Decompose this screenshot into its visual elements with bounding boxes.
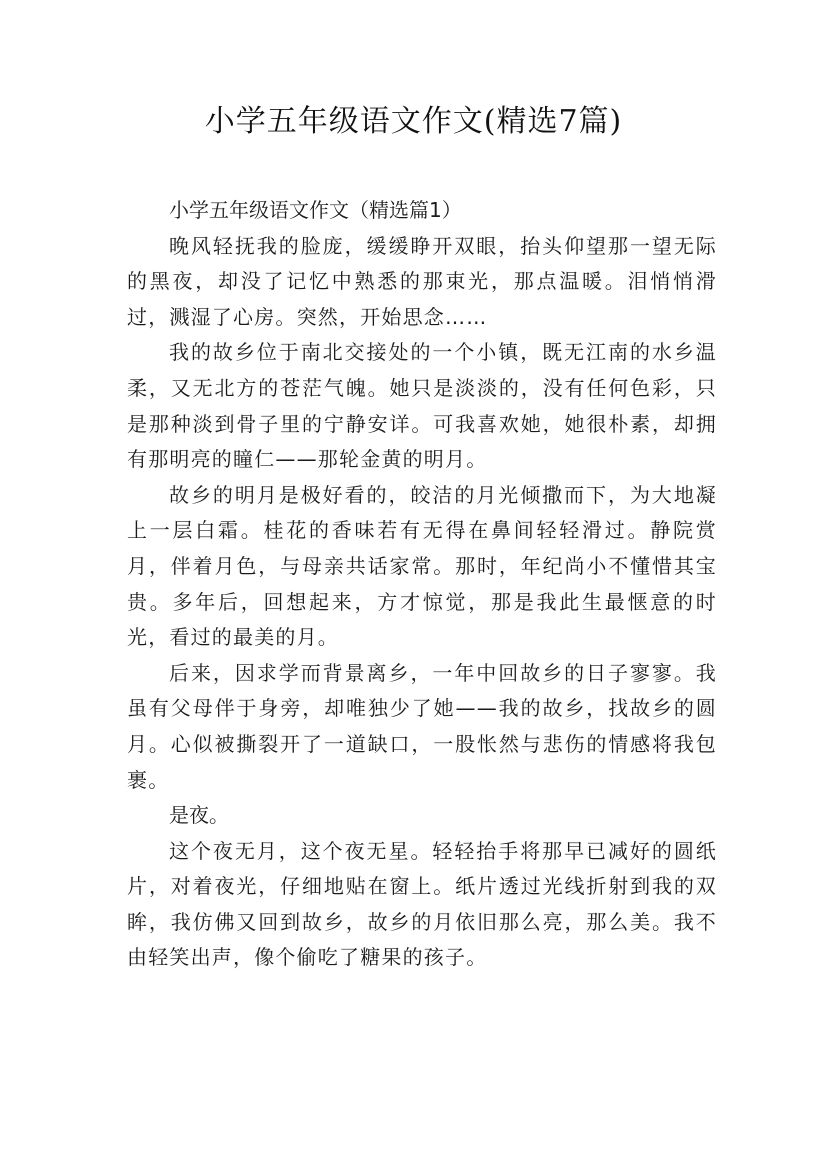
section-heading: 小学五年级语文作文（精选篇1） (169, 198, 462, 222)
paragraph: 我的故乡位于南北交接处的一个小镇，既无江南的水乡温柔，又无北方的苍茫气魄。她只是淡淡的，没有任何色彩，只是那种淡到骨子里的宁静安详。可我喜欢她，她很朴素，却拥有那明亮的瞳仁——那轮金黄的明月。 (127, 340, 717, 472)
document-title: 小学五年级语文作文(精选7篇) (204, 104, 623, 139)
paragraph: 这个夜无月，这个夜无星。轻轻抬手将那早已减好的圆纸片，对着夜光，仔细地贴在窗上。纸片透过光线折射到我的双眸，我仿佛又回到故乡，故乡的月依旧那么亮，那么美。我不由轻笑出声，像个偷吃了糖果的孩子。 (127, 838, 717, 970)
paragraph: 后来，因求学而背景离乡，一年中回故乡的日子寥寥。我虽有父母伴于身旁，却唯独少了她——我的故乡，找故乡的圆月。心似被撕裂开了一道缺口，一股怅然与悲伤的情感将我包裹。 (127, 660, 717, 792)
paragraph: 故乡的明月是极好看的，皎洁的月光倾撒而下，为大地凝上一层白霜。桂花的香味若有无得在鼻间轻轻滑过。静院赏月，伴着月色，与母亲共话家常。那时，年纪尚小不懂惜其宝贵。多年后，回想起来，方才惊觉，那是我此生最惬意的时光，看过的最美的月。 (127, 482, 717, 650)
document-body (127, 193, 717, 976)
paragraph: 是夜。 (169, 803, 229, 828)
paragraph: 晚风轻抚我的脸庞，缓缓睁开双眼，抬头仰望那一望无际的黑夜，却没了记忆中熟悉的那束光，那点温暖。泪悄悄滑过，溅湿了心房。突然，开始思念…… (127, 233, 717, 329)
